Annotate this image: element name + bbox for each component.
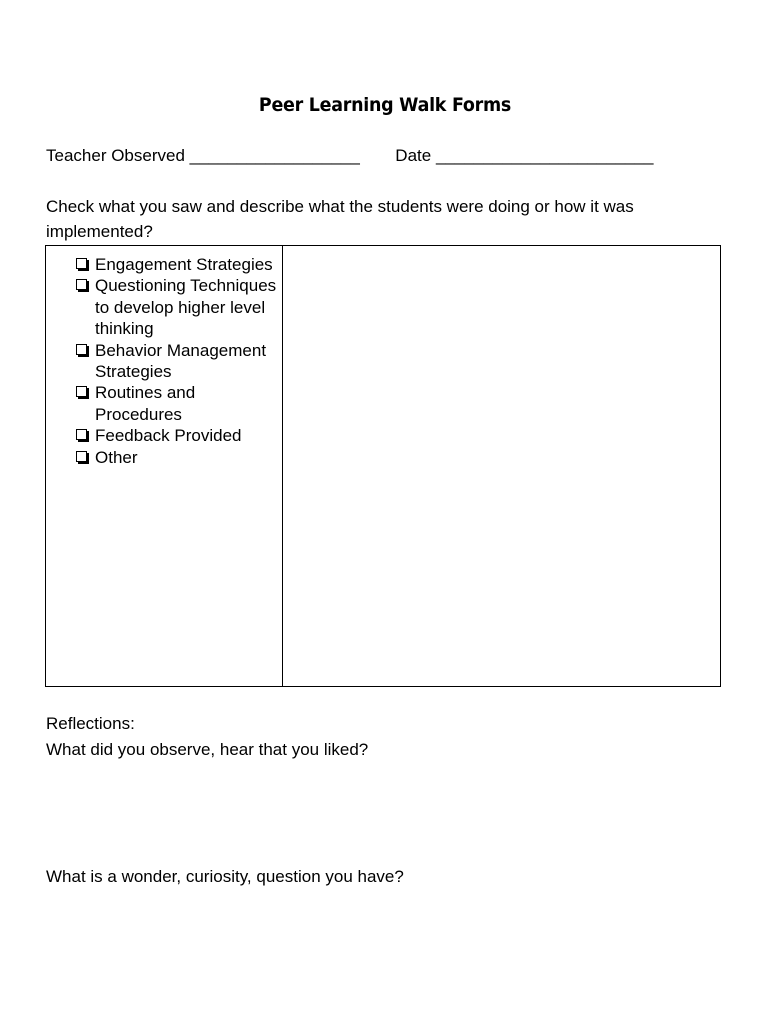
checklist-item-label: Feedback Provided [95,426,242,446]
checkbox-icon[interactable] [76,279,87,290]
checklist-item-label: Questioning Techniques to develop higher level thinking [95,276,277,339]
checklist-item-engagement [76,254,282,275]
date-label: Date [395,146,432,165]
checkbox-icon[interactable] [76,451,87,462]
checkbox-icon[interactable] [76,429,87,440]
checkbox-icon[interactable] [76,258,87,269]
reflection-question-liked: What did you observe, hear that you liked? [46,740,369,759]
checklist-item-routines [76,382,282,425]
checklist-item-label: Routines and Procedures [95,383,196,424]
checklist-item-label: Behavior Management Strategies [95,340,267,382]
checklist-item-feedback [76,425,282,446]
teacher-observed-blank[interactable]: __________________ [189,146,360,165]
checklist-item-questioning [76,275,282,339]
checklist-item-label: Other [95,447,138,467]
checklist-cell [46,246,283,686]
checkbox-icon[interactable] [76,386,87,397]
checklist-item-label: Engagement Strategies [95,255,273,274]
header-fields-row [46,143,653,168]
reflections-heading: Reflections: [46,714,135,733]
page-title: Peer Learning Walk Forms [258,94,512,116]
reflection-question-wonder: What is a wonder, curiosity, question you have? [46,867,404,886]
teacher-observed-label: Teacher Observed [46,146,185,165]
instruction-text: Check what you saw and describe what the students were doing or how it was implemented? [46,197,634,241]
checklist-item-behavior [76,340,282,383]
checkbox-icon[interactable] [76,344,87,355]
description-cell[interactable] [283,246,720,686]
observation-table [45,245,721,687]
checklist-item-other [76,447,282,468]
practice-checklist [46,246,282,468]
date-blank[interactable]: _______________________ [435,146,654,165]
